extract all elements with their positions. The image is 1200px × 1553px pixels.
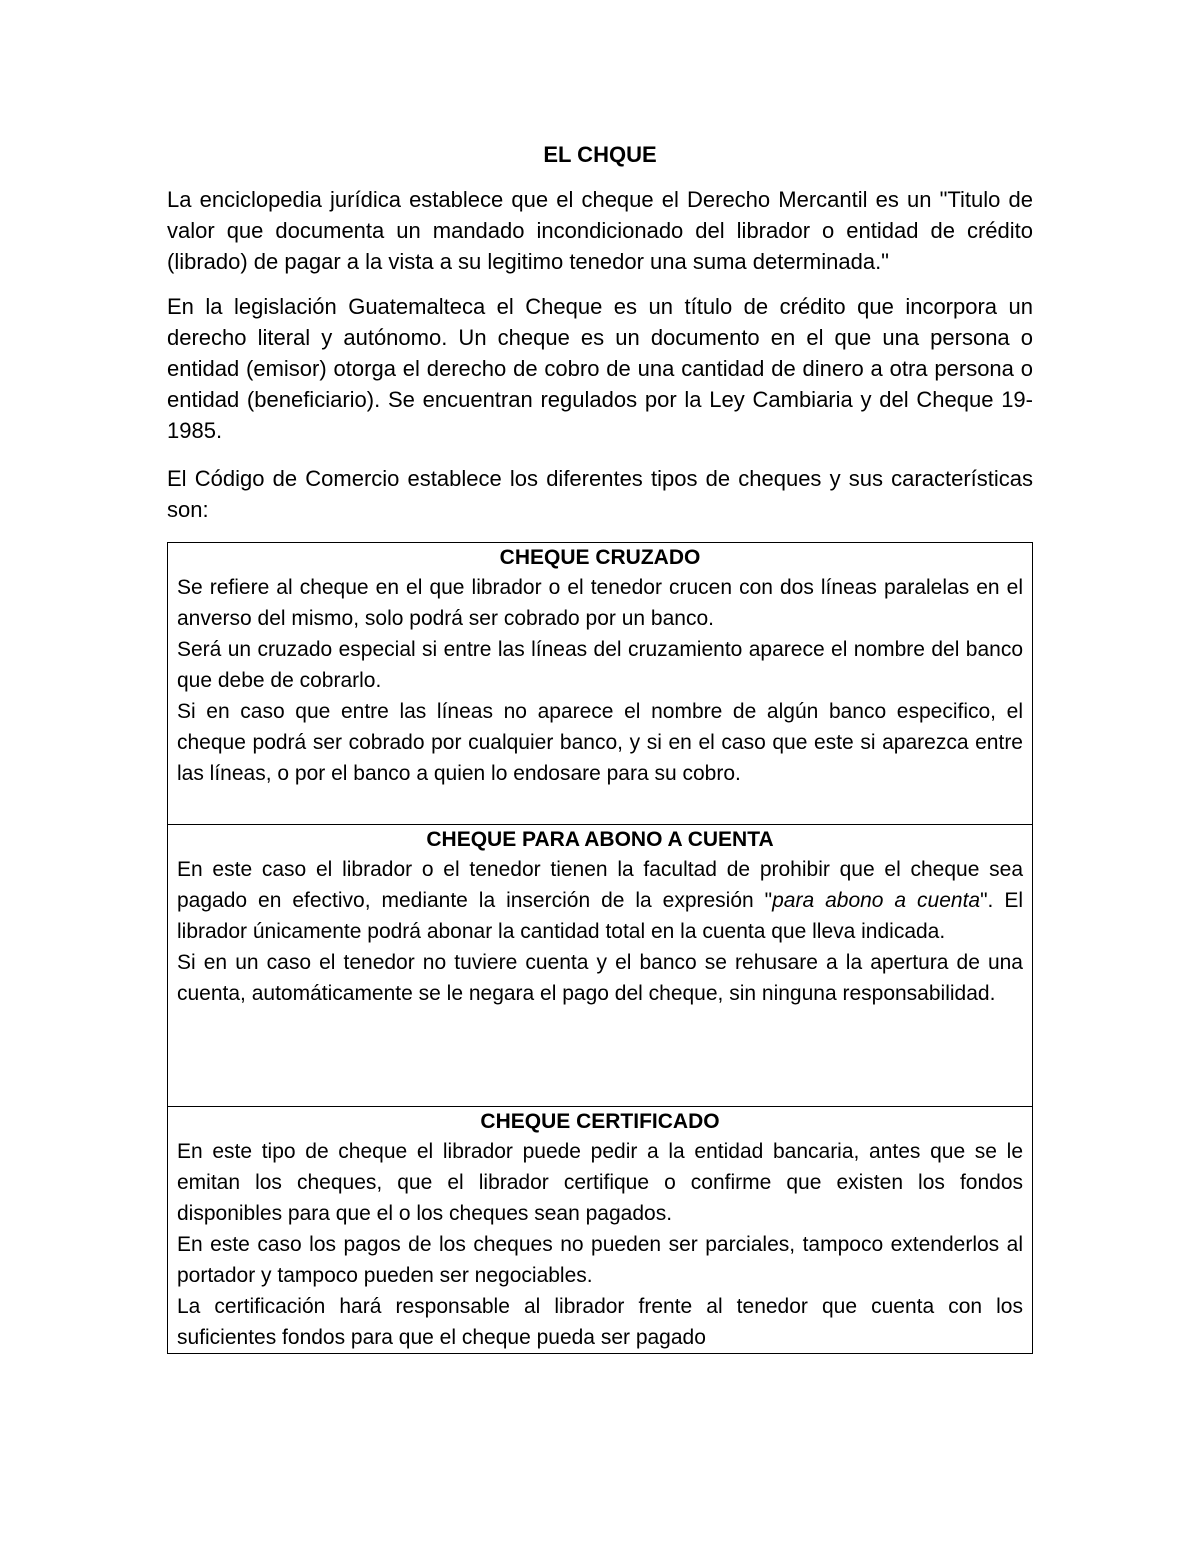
cheque-abono-cell bbox=[168, 825, 1033, 1107]
cheque-cruzado-cell bbox=[168, 543, 1033, 825]
cheque-certificado-text-2: En este caso los pagos de los cheques no pueden ser parciales, tampoco extenderlos al portador y tampoco pueden ser negociables. bbox=[177, 1233, 1023, 1287]
cheque-cruzado-text-1: Se refiere al cheque en el que librador o el tenedor crucen con dos líneas paralelas en el anverso del mismo, solo podrá ser cobrado por un banco. bbox=[177, 576, 1023, 630]
cheque-certificado-text-3: La certificación hará responsable al librador frente al tenedor que cuenta con los suficientes fondos para que el cheque pueda ser pagado bbox=[177, 1295, 1023, 1349]
cheque-cruzado-text-3: Si en caso que entre las líneas no aparece el nombre de algún banco especifico, el cheque podrá ser cobrado por cualquier banco, y si en el caso que este si aparezca entre las líneas, o por el banco a quien lo endosare para su cobro. bbox=[177, 700, 1023, 785]
cheque-abono-text-1 bbox=[177, 854, 1023, 947]
cheque-abono-text-1-start: En este caso el librador o el tenedor tienen la facultad de prohibir que el cheque sea pagado en efectivo, mediante la inserción de la expresión " bbox=[177, 858, 1023, 912]
cheque-types-table bbox=[167, 542, 1033, 1354]
cheque-certificado-cell bbox=[168, 1107, 1033, 1354]
document-title: EL CHQUE bbox=[543, 142, 657, 167]
para-abono-a-cuenta-expression: para abono a cuenta bbox=[772, 889, 981, 912]
table-row bbox=[168, 1107, 1033, 1354]
intro-paragraph: La enciclopedia jurídica establece que el cheque el Derecho Mercantil es un "Titulo de valor que documenta un mandado incondicionado del librador o entidad de crédito (librado) de pagar a la vista a su legitimo tenedor una suma determinada." bbox=[167, 187, 1033, 274]
cheque-certificado-heading: CHEQUE CERTIFICADO bbox=[480, 1110, 720, 1133]
legislation-paragraph: En la legislación Guatemalteca el Cheque es un título de crédito que incorpora un derecho literal y autónomo. Un cheque es un documento en el que una persona o entidad (emisor) otorga el derecho de cobro de una cantidad de dinero a otra persona o entidad (beneficiario). Se encuentran regulados por la Ley Cambiaria y del Cheque 19-1985. bbox=[167, 294, 1033, 443]
cheque-cruzado-text-2: Será un cruzado especial si entre las líneas del cruzamiento aparece el nombre del banco que debe de cobrarlo. bbox=[177, 638, 1023, 692]
table-row bbox=[168, 825, 1033, 1107]
cheque-certificado-text-1: En este tipo de cheque el librador puede pedir a la entidad bancaria, antes que se le emitan los cheques, que el librador certifique o confirme que existen los fondos disponibles para que el o los cheques sean pagados. bbox=[177, 1140, 1023, 1225]
cheque-abono-text-2: Si en un caso el tenedor no tuviere cuenta y el banco se rehusare a la apertura de una cuenta, automáticamente se le negara el pago del cheque, sin ninguna responsabilidad. bbox=[177, 951, 1023, 1005]
types-intro-paragraph: El Código de Comercio establece los diferentes tipos de cheques y sus características son: bbox=[167, 466, 1033, 522]
table-row bbox=[168, 543, 1033, 825]
cheque-abono-text-1-end: ". El librador únicamente podrá abonar la cantidad total en la cuenta que lleva indicada. bbox=[177, 889, 1023, 943]
cheque-cruzado-heading: CHEQUE CRUZADO bbox=[499, 546, 701, 569]
cheque-abono-heading: CHEQUE PARA ABONO A CUENTA bbox=[426, 828, 774, 851]
